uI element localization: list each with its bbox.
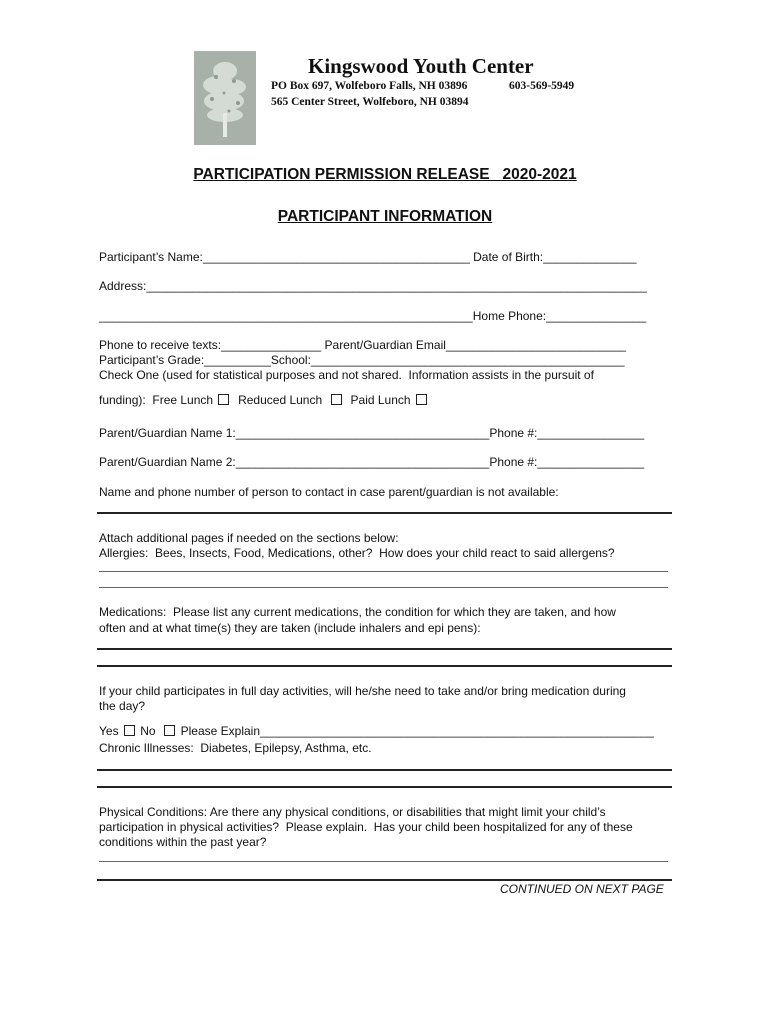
tree-icon — [194, 51, 256, 145]
physical-conditions-1: Physical Conditions: Are there any physical conditions, or disabilities that might limit your child’s — [99, 805, 606, 819]
full-day-question-1: If your child participates in full day activities, will he/she need to take and/or bring medication during — [99, 684, 626, 698]
lunch-options-row — [99, 393, 429, 407]
section-title: PARTICIPANT INFORMATION — [277, 208, 493, 225]
chronic-line-1[interactable] — [97, 769, 672, 771]
physical-line-2[interactable] — [97, 879, 672, 881]
please-explain-field[interactable]: Please Explain___________________________________________________________ — [180, 724, 654, 738]
full-day-question-2: the day? — [99, 699, 146, 713]
address-field[interactable]: Address:___________________________________________________________________________ — [99, 279, 647, 293]
chronic-line-2[interactable] — [97, 786, 672, 788]
reduced-lunch-checkbox[interactable] — [331, 394, 342, 405]
emergency-contact-line[interactable] — [97, 512, 672, 514]
guardian-1-field[interactable]: Parent/Guardian Name 1:______________________________________Phone #:________________ — [99, 426, 645, 440]
participant-name-field[interactable]: Participant’s Name:________________________________________ Date of Birth:______________ — [99, 250, 637, 264]
reduced-lunch-label: Reduced Lunch — [238, 393, 323, 407]
home-phone-field[interactable]: ________________________________________________________Home Phone:_______________ — [99, 309, 647, 323]
check-one-label: Check One (used for statistical purposes and not shared. Information assists in the pursuit of — [99, 368, 594, 382]
medications-label-1: Medications: Please list any current medications, the condition for which they are taken, and how — [99, 605, 616, 619]
physical-conditions-3: conditions within the past year? — [99, 835, 267, 849]
phone-texts-email-field[interactable]: Phone to receive texts:_______________ Parent/Guardian Email___________________________ — [99, 338, 627, 352]
attach-note: Attach additional pages if needed on the sections below: — [99, 531, 399, 545]
phone-number: 603-569-5949 — [509, 80, 575, 92]
physical-line-1[interactable] — [99, 861, 668, 862]
full-day-answer-row — [99, 724, 654, 738]
guardian-2-field[interactable]: Parent/Guardian Name 2:______________________________________Phone #:________________ — [99, 455, 645, 469]
chronic-illnesses-label: Chronic Illnesses: Diabetes, Epilepsy, Asthma, etc. — [99, 741, 372, 755]
emergency-contact-label: Name and phone number of person to contact in case parent/guardian is not available: — [99, 485, 559, 499]
allergies-line-2[interactable] — [99, 587, 668, 588]
paid-lunch-checkbox[interactable] — [416, 394, 427, 405]
funding-label: funding): Free Lunch — [99, 393, 214, 407]
address-line-2: 565 Center Street, Wolfeboro, NH 03894 — [271, 96, 469, 108]
allergies-line-1[interactable] — [99, 571, 668, 572]
continued-note: CONTINUED ON NEXT PAGE — [500, 882, 664, 896]
medications-line-1[interactable] — [97, 648, 672, 650]
medications-line-2[interactable] — [97, 665, 672, 667]
yes-label: Yes — [99, 724, 119, 738]
no-label: No — [140, 724, 156, 738]
form-title: PARTICIPATION PERMISSION RELEASE 2020-2021 — [193, 166, 577, 183]
free-lunch-checkbox[interactable] — [218, 394, 229, 405]
paid-lunch-label: Paid Lunch — [350, 393, 411, 407]
tree-logo-image — [194, 51, 256, 145]
org-name: Kingswood Youth Center — [308, 54, 534, 78]
medications-label-2: often and at what time(s) they are taken (include inhalers and epi pens): — [99, 621, 481, 635]
no-checkbox[interactable] — [164, 725, 175, 736]
yes-checkbox[interactable] — [124, 725, 135, 736]
address-line-1: PO Box 697, Wolfeboro Falls, NH 03896 — [271, 80, 468, 92]
physical-conditions-2: participation in physical activities? Please explain. Has your child been hospitalized for any of these — [99, 820, 633, 834]
allergies-label: Allergies: Bees, Insects, Food, Medications, other? How does your child react to said allergens? — [99, 546, 615, 560]
grade-school-field[interactable]: Participant’s Grade:__________School:_______________________________________________ — [99, 353, 625, 367]
